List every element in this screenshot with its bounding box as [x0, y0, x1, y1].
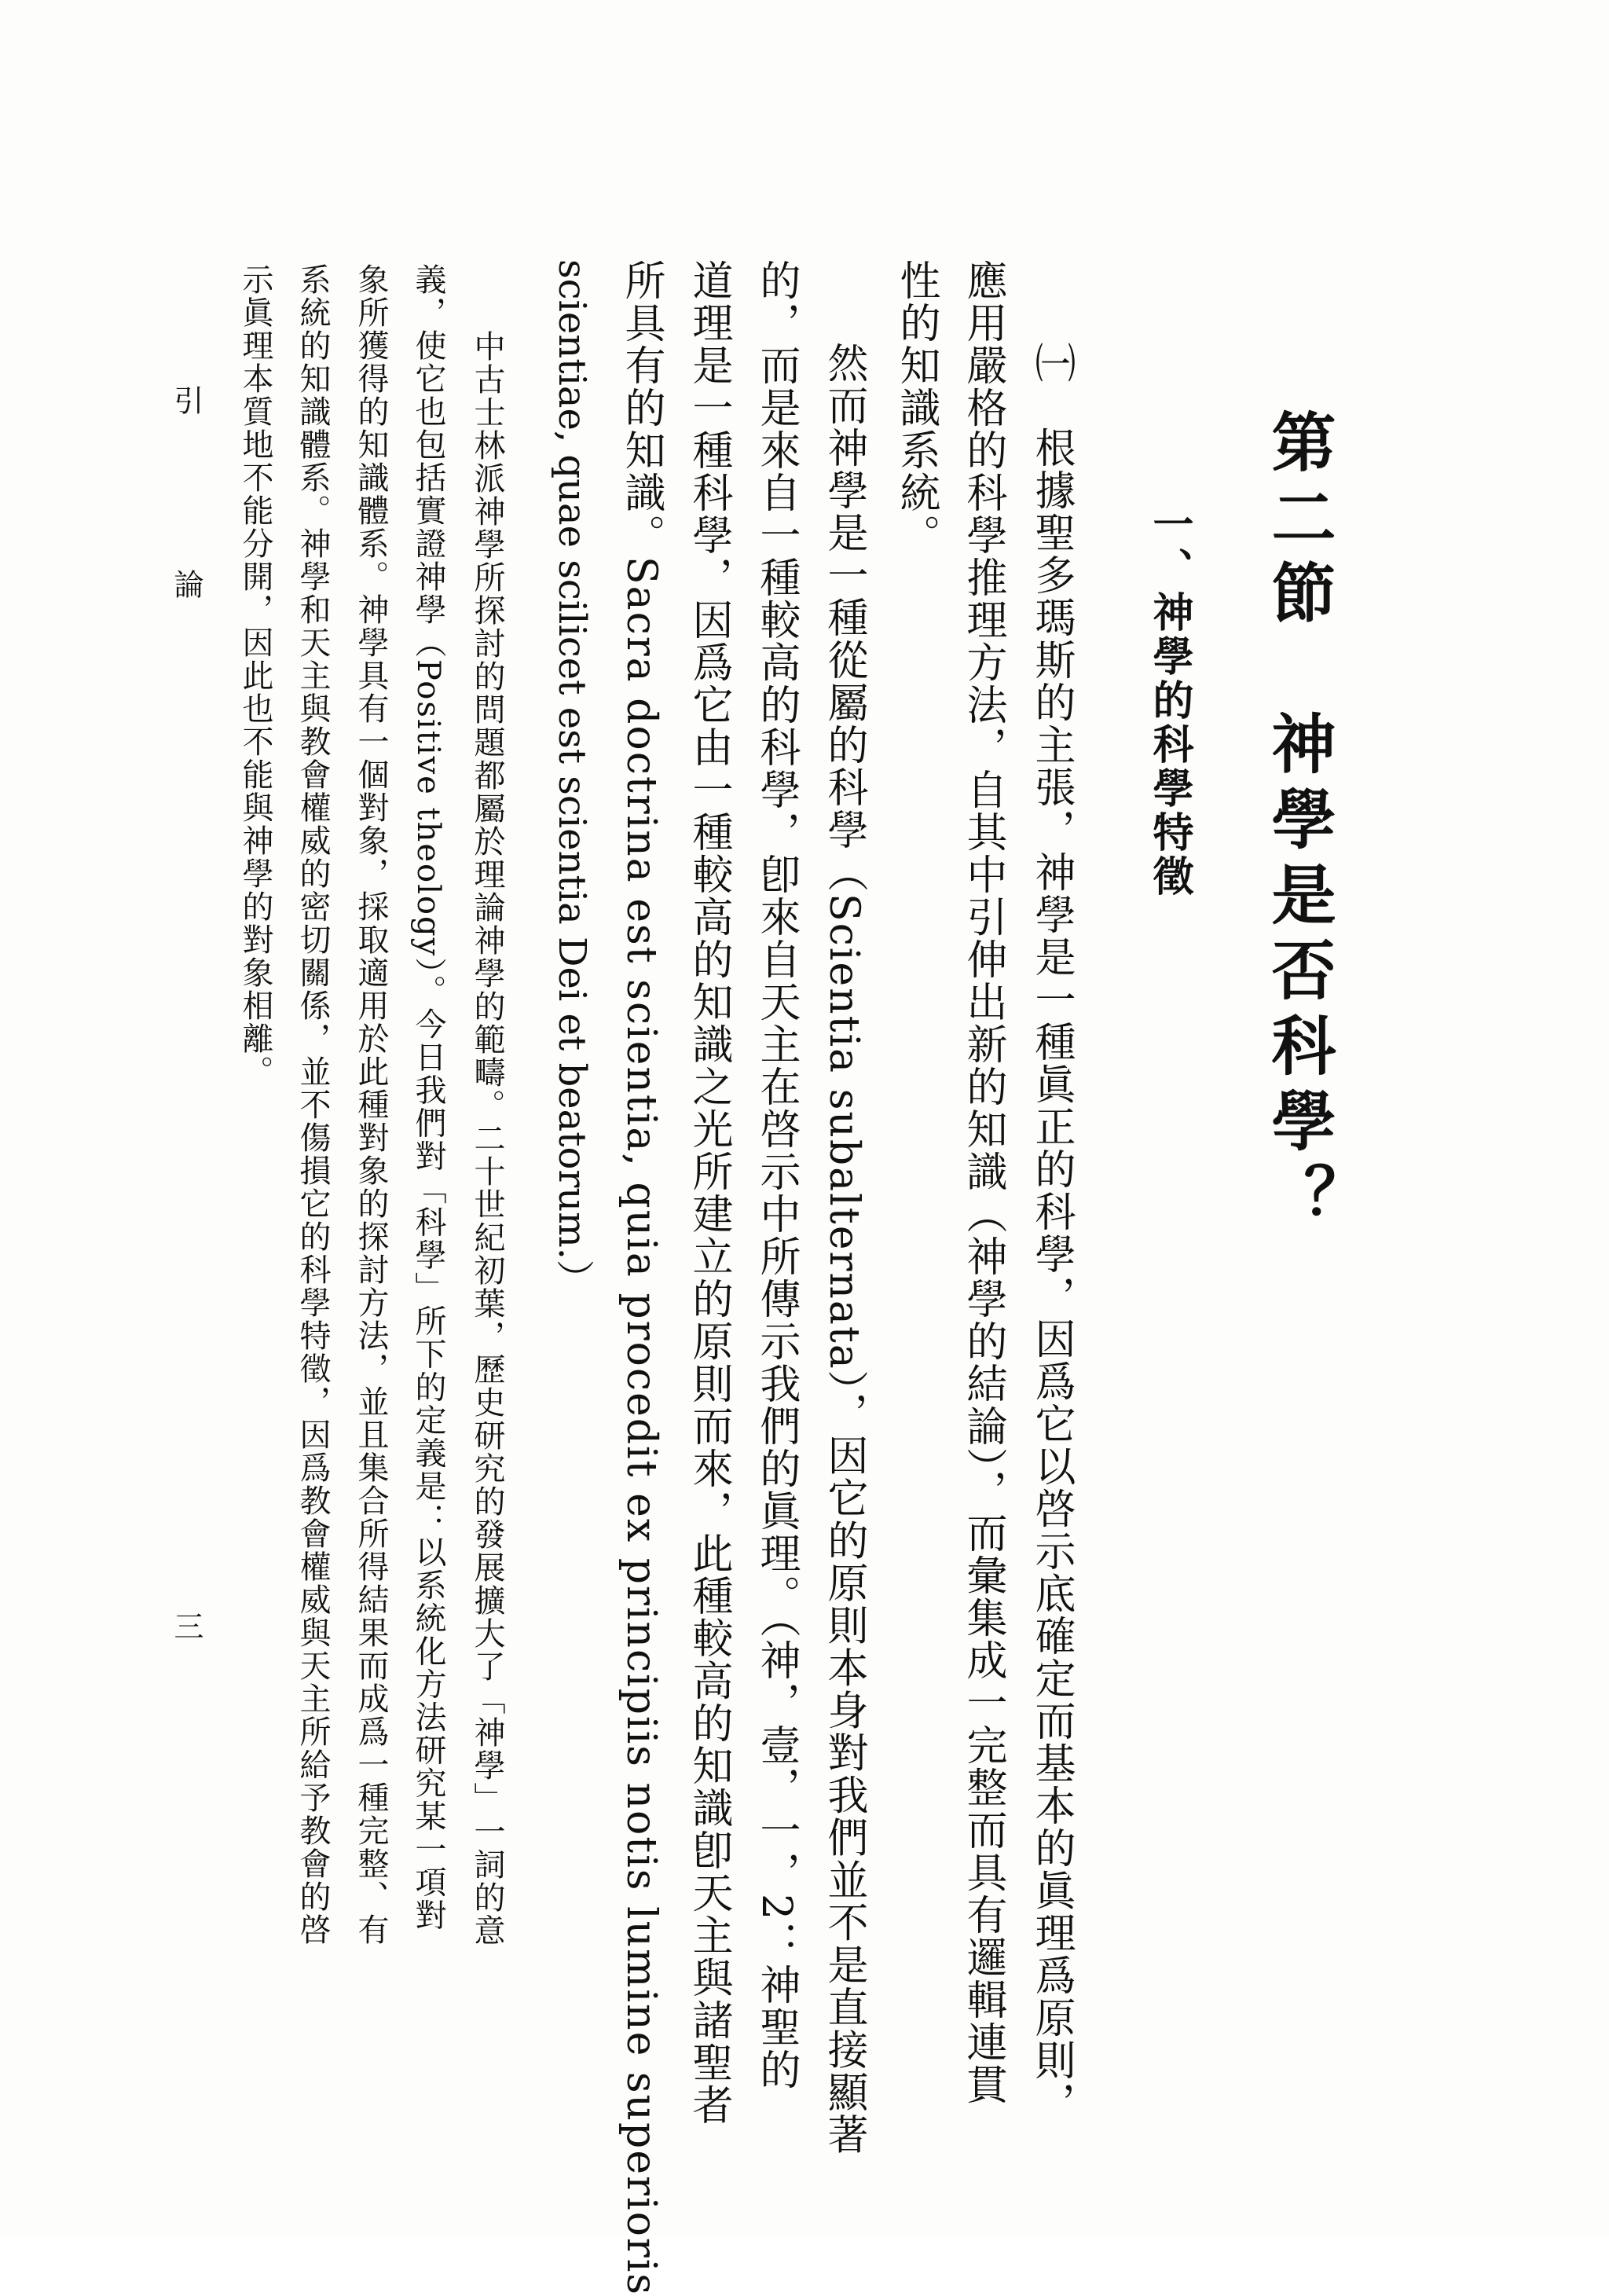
paragraph-3-line-5: 示眞理本質地不能分開，因此也不能與神學的對象相離。	[237, 263, 273, 1088]
running-title: 引 論	[169, 385, 203, 630]
paragraph-2-line-3: 道理是一種科學，因爲它由一種較高的知識之光所建立的原則而來，此種較高的知識卽天主與諸聖者	[685, 259, 732, 2126]
paragraph-3-line-1: 中古士林派神學所探討的問題都屬於理論神學的範疇。二十世紀初葉，歷史研究的發展擴大了「神學」一詞的意	[469, 330, 505, 1947]
paragraph-3-line-4: 系統的知識體系。神學和天主與教會權威的密切關係，並不傷損它的科學特徵，因爲教會權威與天主所給予教會的啓	[295, 263, 331, 1946]
paragraph-2-line-2: 的，而是來自一種較高的科學，卽來自天主在啓示中所傳示我們的眞理。（神，壹，一，2：神聖的	[753, 259, 800, 2092]
paragraph-2-line-1: 然而神學是一種從屬的科學（Scientia subalternata），因它的原則本身對我們並不是直接顯著	[820, 342, 867, 2156]
paragraph-1-line-2: 應用嚴格的科學推理方法，自其中引伸出新的知識（神學的結論），而彙集成一完整而具有邏輯連貫	[959, 259, 1006, 2106]
paragraph-3-line-3: 象所獲得的知識體系。神學具有一個對象，採取適用於此種對象的探討方法，並且集合所得結果而成爲一種完整、有	[353, 263, 389, 1946]
section-heading: 一、神學的科學特徵	[1145, 503, 1193, 899]
paragraph-3-line-2: 義，使它也包括實證神學（Positive theology）。今日我們對「科學」所下的定義是：以系統化方法研究某一項對	[410, 263, 446, 1932]
paragraph-2-line-4: 所具有的知識。Sacra doctrina est scientia, quia procedit ex principiis notis lumine superioris	[618, 259, 665, 2296]
paragraph-1-line-3: 性的知識系統。	[892, 259, 940, 556]
page-number: 三	[169, 1611, 203, 1642]
chapter-heading: 第二節 神學是否科學？	[1261, 409, 1336, 1238]
paragraph-2-line-5: scientiae, quae scilicet est scientia Dei et beatorum.）	[550, 259, 594, 1298]
paragraph-1-line-1: ㈠ 根據聖多瑪斯的主張，神學是一種眞正的科學，因爲它以啓示底確定而基本的眞理爲原則，	[1028, 342, 1075, 2124]
